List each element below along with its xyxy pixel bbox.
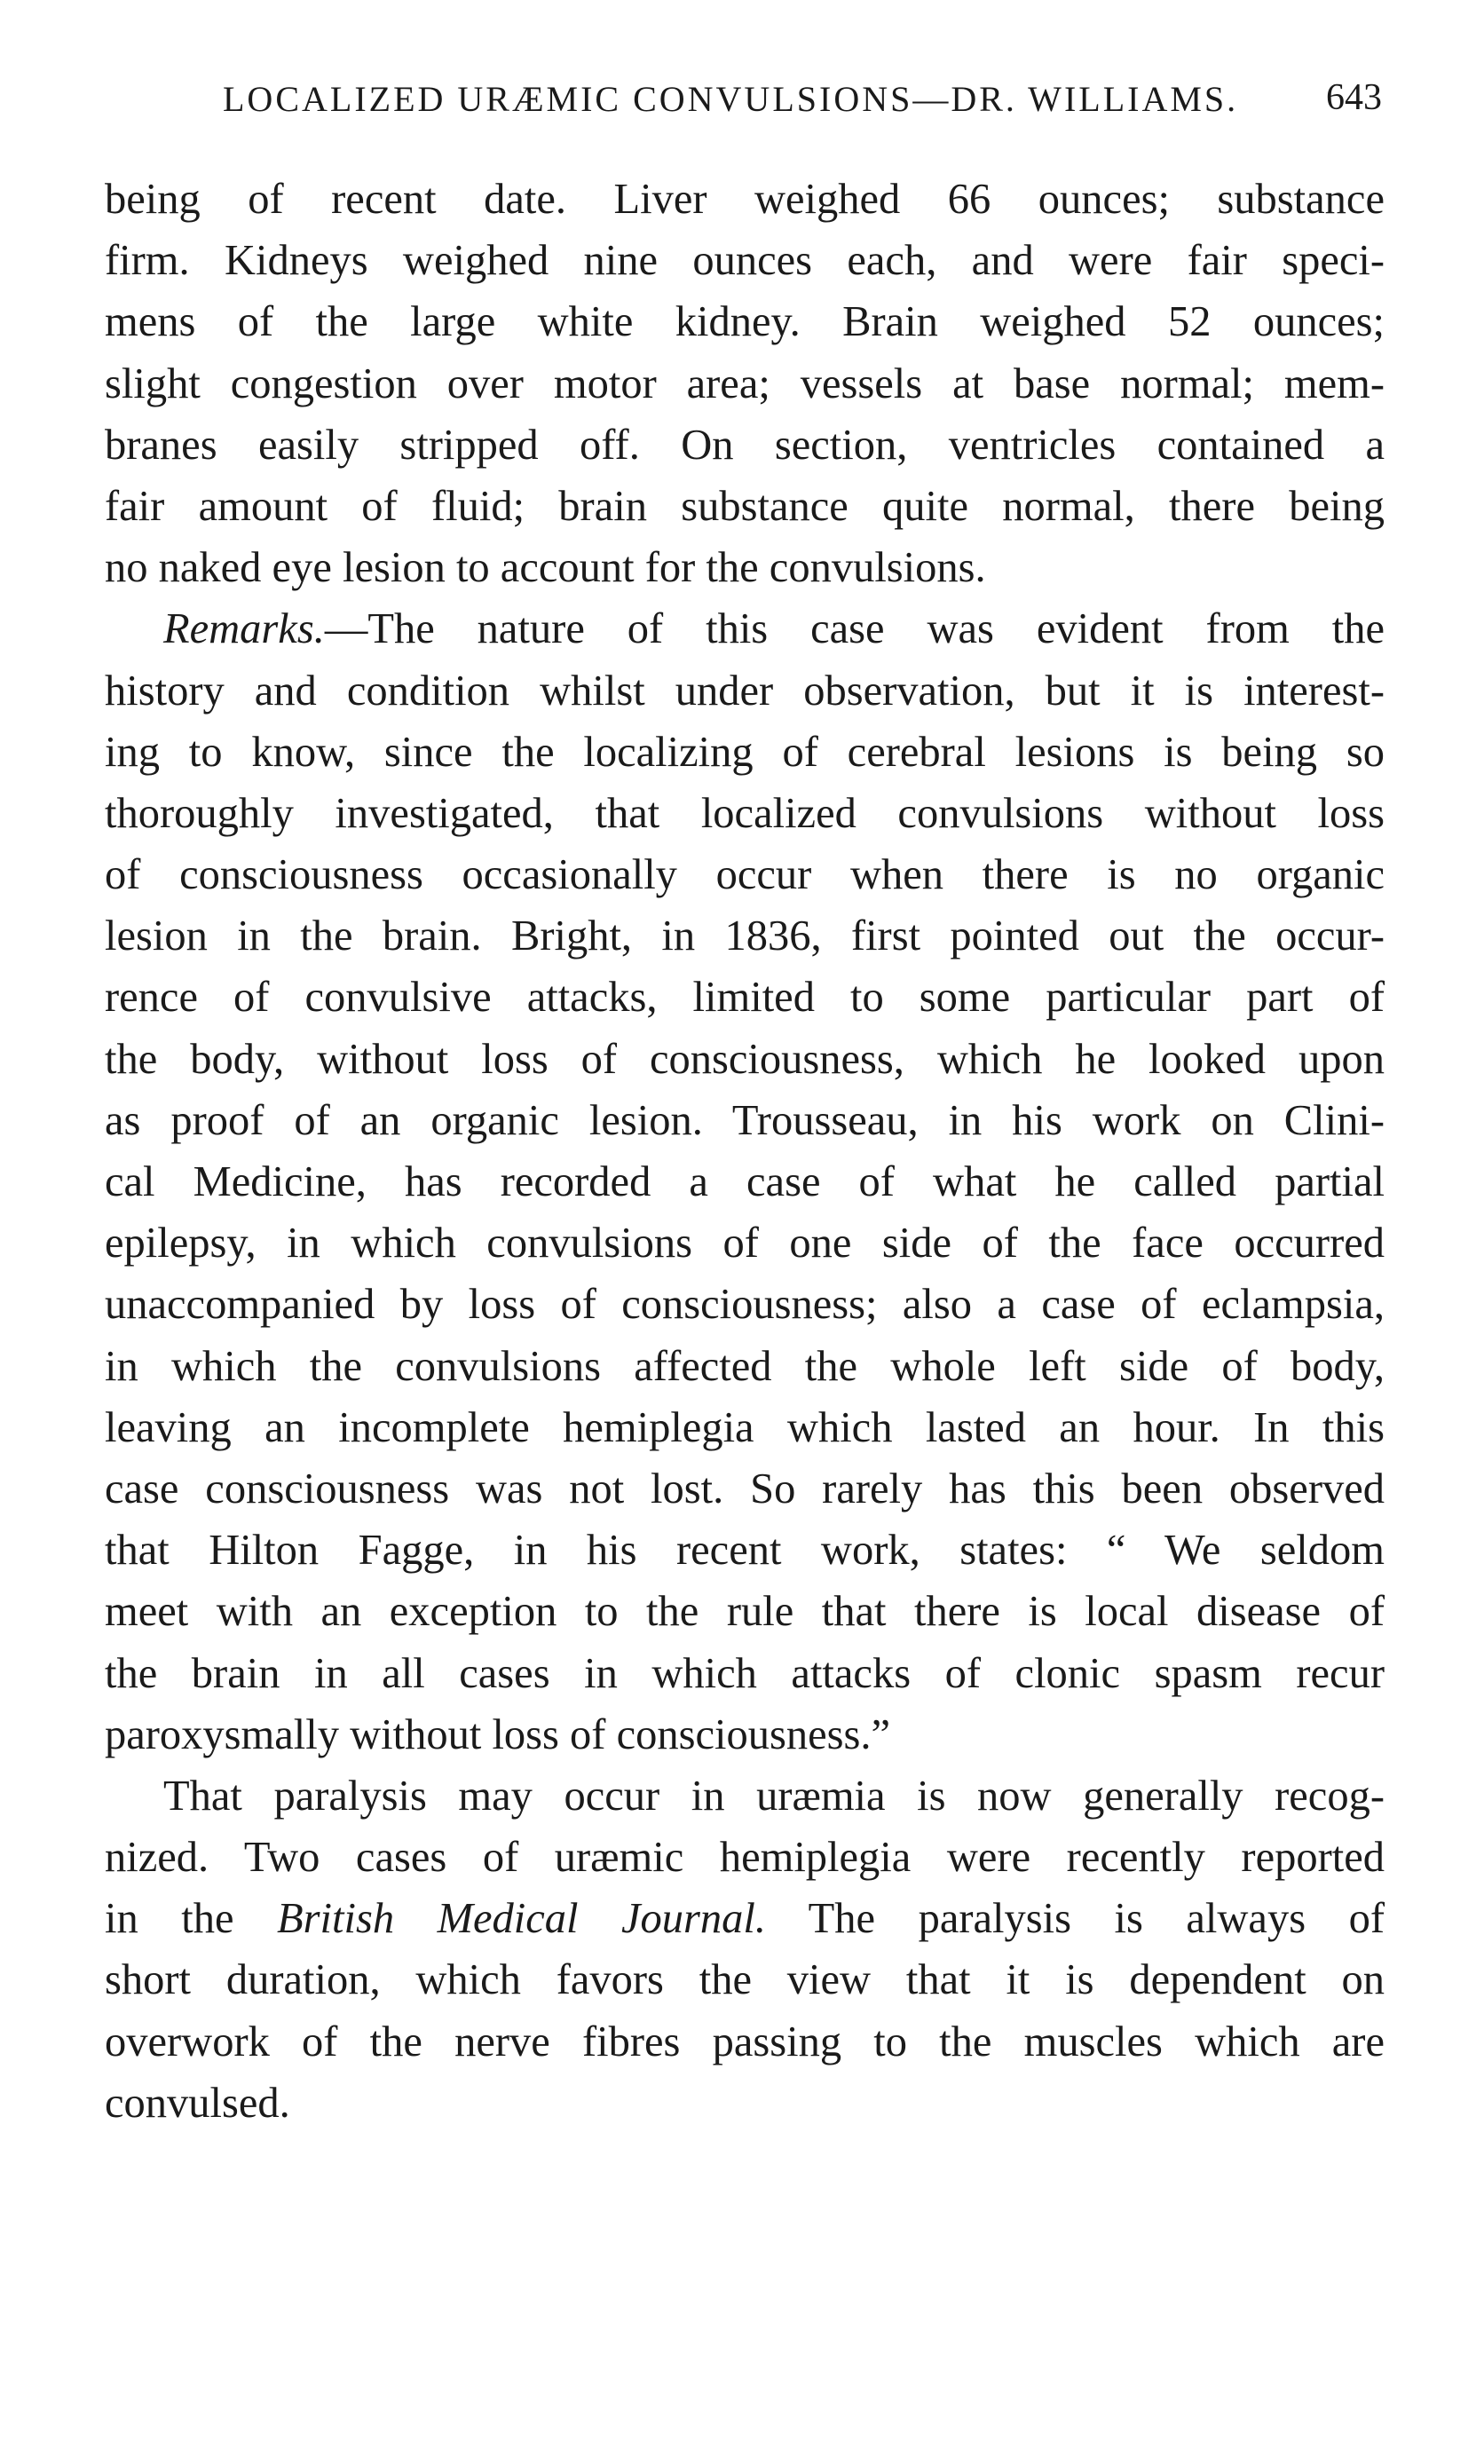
text-line: that Hilton Fagge, in his recent work, states: “ We seldom (105, 1527, 1385, 1575)
text-line: unaccompanied by loss of consciousness; also a case of eclampsia, (105, 1281, 1385, 1329)
text-line: branes easily stripped off. On section, ventricles contained a (105, 421, 1385, 469)
page-number: 643 (1326, 77, 1382, 118)
remarks-paragraph-first-line (105, 598, 1385, 659)
text-line: nized. Two cases of uræmic hemiplegia were recently reported (105, 1834, 1385, 1882)
text-line: cal Medicine, has recorded a case of what he called partial (105, 1158, 1385, 1205)
text-line: leaving an incomplete hemiplegia which lasted an hour. In this (105, 1403, 1385, 1451)
text-line: case consciousness was not lost. So rarely has this been observed (105, 1465, 1385, 1512)
running-header (102, 73, 1382, 126)
text-line: rence of convulsive attacks, limited to some particular part of (105, 974, 1385, 1022)
text-line: history and condition whilst under observation, but it is interest- (105, 667, 1385, 715)
text-run: in the (105, 1895, 278, 1943)
remarks-heading: Remarks. (163, 605, 325, 653)
text-line: epilepsy, in which convulsions of one side of the face occurred (105, 1220, 1385, 1268)
text-line: That paralysis may occur in uræmia is now generally recog- (163, 1772, 1385, 1820)
text-line: meet with an exception to the rule that there is local disease of (105, 1588, 1385, 1636)
text-line: convulsed. (105, 2079, 290, 2127)
text-line: lesion in the brain. Bright, in 1836, first pointed out the occur- (105, 912, 1385, 960)
text-run: —The nature of this case was evident from the (324, 605, 1385, 653)
text-line: firm. Kidneys weighed nine ounces each, and were fair speci- (105, 237, 1385, 285)
text-line: paroxysmally without loss of consciousness.” (105, 1710, 891, 1758)
text-line: the brain in all cases in which attacks of clonic spasm recur (105, 1649, 1385, 1697)
text-line: slight congestion over motor area; vessels at base normal; mem- (105, 359, 1385, 407)
text-line: in which the convulsions affected the whole left side of body, (105, 1342, 1385, 1390)
running-title: LOCALIZED URÆMIC CONVULSIONS—DR. WILLIAMS. (223, 79, 1239, 119)
text-line: as proof of an organic lesion. Trousseau, in his work on Clini- (105, 1096, 1385, 1144)
text-line: the body, without loss of consciousness, which he looked upon (105, 1035, 1385, 1083)
text-line: no naked eye lesion to account for the convulsions. (105, 544, 986, 592)
text-line: overwork of the nerve fibres passing to the muscles which are (105, 2018, 1385, 2065)
text-line: of consciousness occasionally occur when there is no organic (105, 851, 1385, 899)
text-line: short duration, which favors the view that it is dependent on (105, 1956, 1385, 2004)
text-line: ing to know, since the localizing of cerebral lesions is being so (105, 728, 1385, 776)
text-line-with-journal-title (105, 1888, 1385, 1949)
journal-title: British Medical Journal. (277, 1895, 767, 1943)
text-line: being of recent date. Liver weighed 66 ounces; substance (105, 176, 1385, 223)
body-text (105, 169, 1385, 2134)
text-run: The paralysis is always of (766, 1895, 1385, 1943)
text-line: fair amount of fluid; brain substance quite normal, there being (105, 482, 1385, 530)
text-line: mens of the large white kidney. Brain weighed 52 ounces; (105, 298, 1385, 346)
text-line: thoroughly investigated, that localized convulsions without loss (105, 789, 1385, 837)
